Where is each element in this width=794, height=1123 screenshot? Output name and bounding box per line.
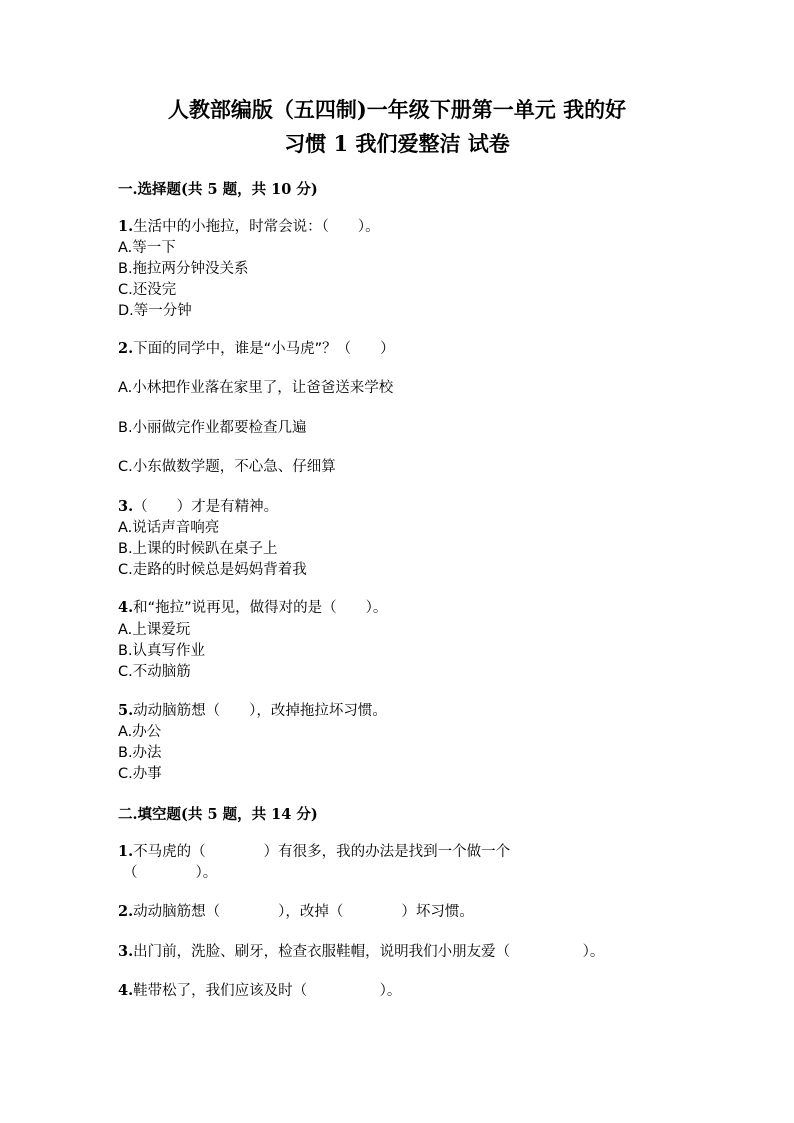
title-line-1: 人教部编版（五四制)一年级下册第一单元 我的好 [167, 97, 627, 122]
question-number: 4. [118, 982, 134, 999]
option-3a: A.说话声音响亮 [118, 520, 220, 536]
question-5 [118, 701, 387, 721]
fill-question-3 [118, 942, 604, 962]
question-number: 5. [118, 702, 134, 719]
question-3 [118, 497, 278, 517]
question-number: 2. [118, 903, 134, 920]
question-number: 2. [118, 340, 134, 357]
option-2a: A.小林把作业落在家里了，让爸爸送来学校 [118, 380, 394, 396]
question-number: 3. [118, 498, 134, 515]
page-title [100, 93, 694, 161]
question-2 [118, 339, 395, 359]
option-4c: C.不动脑筋 [118, 664, 191, 680]
option-5a: A.办公 [118, 724, 162, 740]
question-text: 出门前，洗脸、刷牙，检查衣服鞋帽，说明我们小朋友爱（ ）。 [133, 944, 605, 960]
title-line-2: 习惯 1 我们爱整洁 试卷 [284, 131, 510, 156]
section-heading-fill: 二.填空题(共 5 题，共 14 分) [118, 806, 318, 823]
section-heading-choice: 一.选择题(共 5 题，共 10 分) [118, 181, 318, 198]
option-4b: B.认真写作业 [118, 643, 206, 659]
option-1c: C.还没完 [118, 282, 177, 298]
option-5b: B.办法 [118, 745, 162, 761]
option-5c: C.办事 [118, 766, 162, 782]
fill-question-2 [118, 902, 474, 922]
option-3b: B.上课的时候趴在桌子上 [118, 541, 278, 557]
option-1a: A.等一下 [118, 240, 176, 256]
option-2c: C.小东做数学题，不心急、仔细算 [118, 459, 336, 475]
question-number: 1. [118, 218, 134, 235]
question-text: 不马虎的（ ）有很多，我的办法是找到一个做一个 [133, 844, 511, 860]
question-number: 1. [118, 843, 134, 860]
question-text: 和“拖拉”说再见，做得对的是（ ）。 [133, 600, 388, 616]
option-2b: B.小丽做完作业都要检查几遍 [118, 420, 307, 436]
fill-question-4 [118, 981, 401, 1001]
question-text: （ ）才是有精神。 [133, 499, 279, 515]
option-3c: C.走路的时候总是妈妈背着我 [118, 562, 307, 578]
question-text: 鞋带松了，我们应该及时（ ）。 [133, 983, 402, 999]
option-4a: A.上课爱玩 [118, 622, 191, 638]
question-number: 4. [118, 599, 134, 616]
question-4 [118, 598, 387, 618]
fill-question-1 [118, 842, 510, 862]
fill-question-1-continued: （ ）。 [123, 865, 218, 881]
question-text: 生活中的小拖拉，时常会说：（ ）。 [133, 219, 380, 235]
question-number: 3. [118, 943, 134, 960]
option-1d: D.等一分钟 [118, 303, 192, 319]
question-text: 下面的同学中，谁是“小马虎”？（ ） [133, 341, 395, 357]
question-text: 动动脑筋想（ ），改掉拖拉坏习惯。 [133, 703, 387, 719]
question-1 [118, 217, 380, 237]
option-1b: B.拖拉两分钟没关系 [118, 261, 249, 277]
question-text: 动动脑筋想（ ），改掉（ ）坏习惯。 [133, 904, 474, 920]
